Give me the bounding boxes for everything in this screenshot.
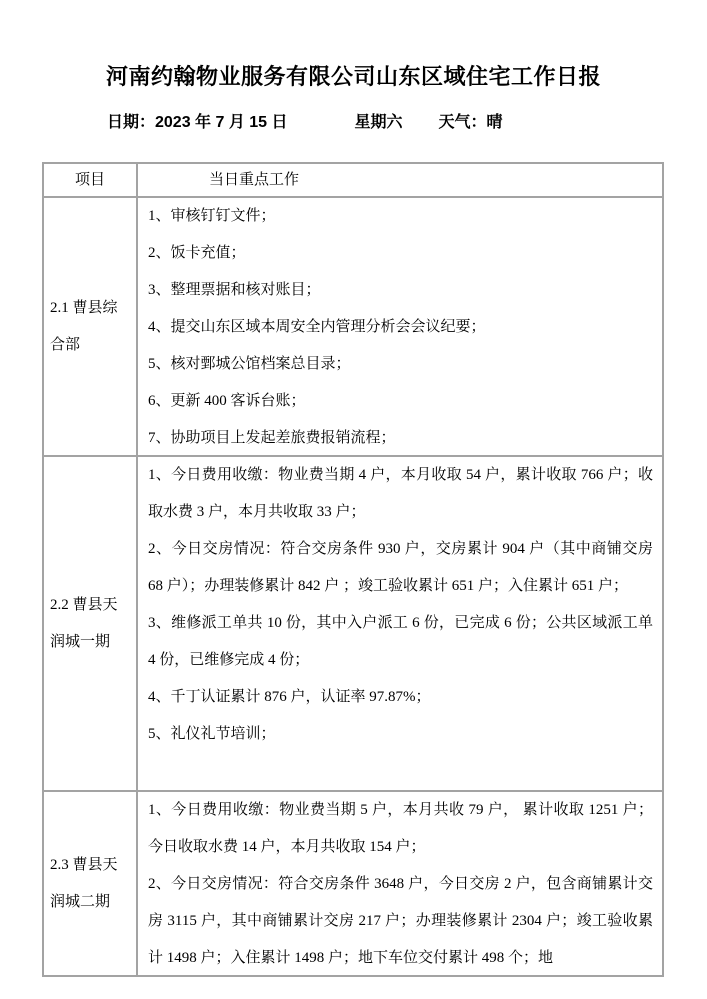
header-work: 当日重点工作: [209, 172, 300, 188]
work-item: 5、礼仪礼节培训；: [148, 726, 276, 742]
report-date: 日期：2023 年 7 月 15 日: [107, 114, 288, 131]
daily-report-page: [0, 62, 707, 999]
report-meta: [107, 112, 707, 134]
work-item: 4、千丁认证累计 876 户，认证率 97.87%；: [148, 689, 431, 705]
work-item: 1、审核钉钉文件；: [148, 208, 276, 224]
project-label: [44, 792, 138, 975]
work-item: 7、协助项目上发起差旅费报销流程；: [148, 430, 396, 446]
project-label-text: 2.2 曹县天润城一期: [50, 596, 118, 650]
work-list: [138, 198, 662, 455]
work-item: 1、今日费用收缴：物业费当期 4 户，本月收取 54 户，累计收取 766 户；收取水费 3 户，本月共收取 33 户；: [148, 467, 653, 520]
table-header-row: [44, 164, 662, 198]
table-row-tianruncheng-erqi: [44, 792, 662, 975]
daily-work-table: [42, 162, 664, 977]
header-project: 项目: [44, 164, 138, 196]
report-weather: 天气：晴: [438, 114, 503, 131]
report-weekday: 星期六: [354, 114, 403, 131]
work-item: 2、今日交房情况：符合交房条件 930 户，交房累计 904 户（其中商铺交房 68 户）；办理装修累计 842 户 ；竣工验收累计 651 户；入住累计 651 户；: [148, 541, 653, 594]
table-row-caoxian-zonghebu: [44, 198, 662, 457]
project-label-text: 2.1 曹县综合部: [50, 299, 118, 353]
project-label: [44, 457, 138, 790]
project-label-text: 2.3 曹县天润城二期: [50, 856, 118, 910]
table-row-tianruncheng-yiqi: [44, 457, 662, 792]
work-item: 1、今日费用收缴：物业费当期 5 户，本月共收 79 户， 累计收取 1251 户；今日收取水费 14 户，本月共收取 154 户；: [148, 802, 653, 855]
work-list: [138, 792, 662, 975]
project-label: [44, 198, 138, 455]
work-item: 2、今日交房情况：符合交房条件 3648 户，今日交房 2 户，包含商铺累计交房 3115 户，其中商铺累计交房 217 户；办理装修累计 2304 户；竣工验收累计 1498 户；入住累计 1498 户；地下车位交付累计 498 个；地: [148, 876, 653, 966]
work-item: 4、提交山东区域本周安全内管理分析会会议纪要；: [148, 319, 486, 335]
work-item: 5、核对鄄城公馆档案总目录；: [148, 356, 351, 372]
work-item: 6、更新 400 客诉台账；: [148, 393, 306, 409]
work-item: 2、饭卡充值；: [148, 245, 246, 261]
work-item: 3、整理票据和核对账目；: [148, 282, 321, 298]
work-item: 3、维修派工单共 10 份，其中入户派工 6 份，已完成 6 份；公共区域派工单 4 份，已维修完成 4 份；: [148, 615, 653, 668]
report-title: 河南约翰物业服务有限公司山东区域住宅工作日报: [105, 64, 601, 89]
work-list: [138, 457, 662, 790]
